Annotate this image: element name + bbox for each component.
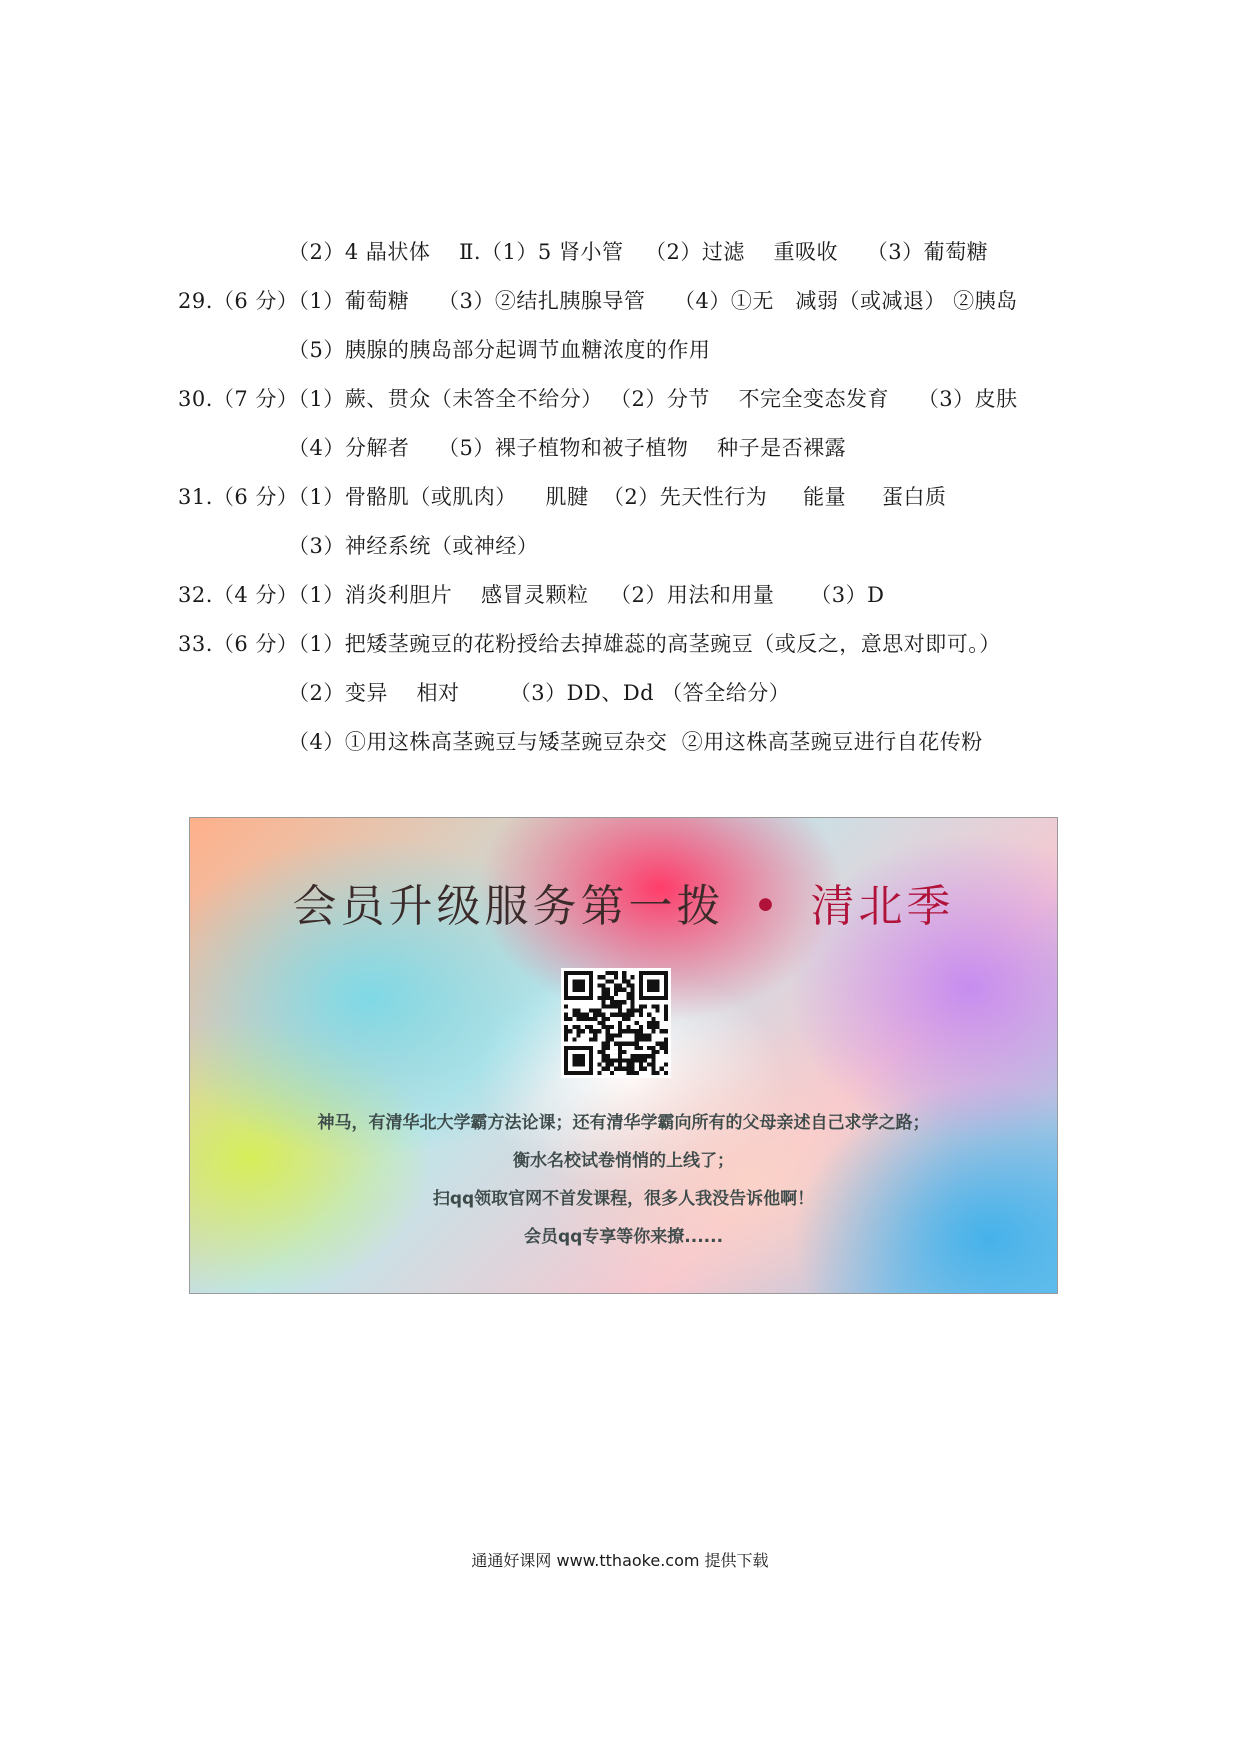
banner-title-main: 会员升级服务第一拨 [292,881,725,932]
banner-text-line: 会员qq专享等你来撩...... [523,1227,724,1247]
banner-title [190,870,1057,934]
answer-line: 29.（6 分）（1）葡萄糖 （3）②结扎胰腺导管 （4）①无 减弱（或减退） ②胰岛 [178,289,1018,313]
answer-line: （5）胰腺的胰岛部分起调节血糖浓度的作用 [288,338,711,362]
banner-title-accent: 清北季 [810,881,955,932]
answer-line: （4）分解者 （5）裸子植物和被子植物 种子是否裸露 [288,436,847,460]
answer-line: （2）4 晶状体 Ⅱ.（1）5 肾小管 （2）过滤 重吸收 （3）葡萄糖 [288,240,989,264]
answer-line: 31.（6 分）（1）骨骼肌（或肌肉） 肌腱 （2）先天性行为 能量 蛋白质 [178,485,947,509]
banner-title-dot: • [752,881,783,932]
qr-code-icon[interactable] [561,968,671,1078]
answer-line: （4）①用这株高茎豌豆与矮茎豌豆杂交 ②用这株高茎豌豆进行自花传粉 [288,730,983,754]
membership-banner[interactable] [189,817,1058,1294]
answer-line: 30.（7 分）（1）蕨、贯众（未答全不给分） （2）分节 不完全变态发育 （3）皮肤 [178,387,1018,411]
answer-line: （3）神经系统（或神经） [288,534,539,558]
answer-line: 33.（6 分）（1）把矮茎豌豆的花粉授给去掉雄蕊的高茎豌豆（或反之，意思对即可。） [178,632,1001,656]
banner-text-line: 神马，有清华北大学霸方法论课；还有清华学霸向所有的父母亲述自己求学之路； [317,1113,930,1133]
footer-source: 通通好课网 www.tthaoke.com 提供下载 [471,1551,769,1570]
answer-line: （2）变异 相对 （3）DD、Dd （答全给分） [288,681,791,705]
banner-text-line: 衡水名校试卷悄悄的上线了； [513,1151,734,1171]
banner-text-line: 扫qq领取官网不首发课程，很多人我没告诉他啊！ [432,1189,815,1209]
answer-line: 32.（4 分）（1）消炎利胆片 感冒灵颗粒 （2）用法和用量 （3）D [178,583,885,607]
